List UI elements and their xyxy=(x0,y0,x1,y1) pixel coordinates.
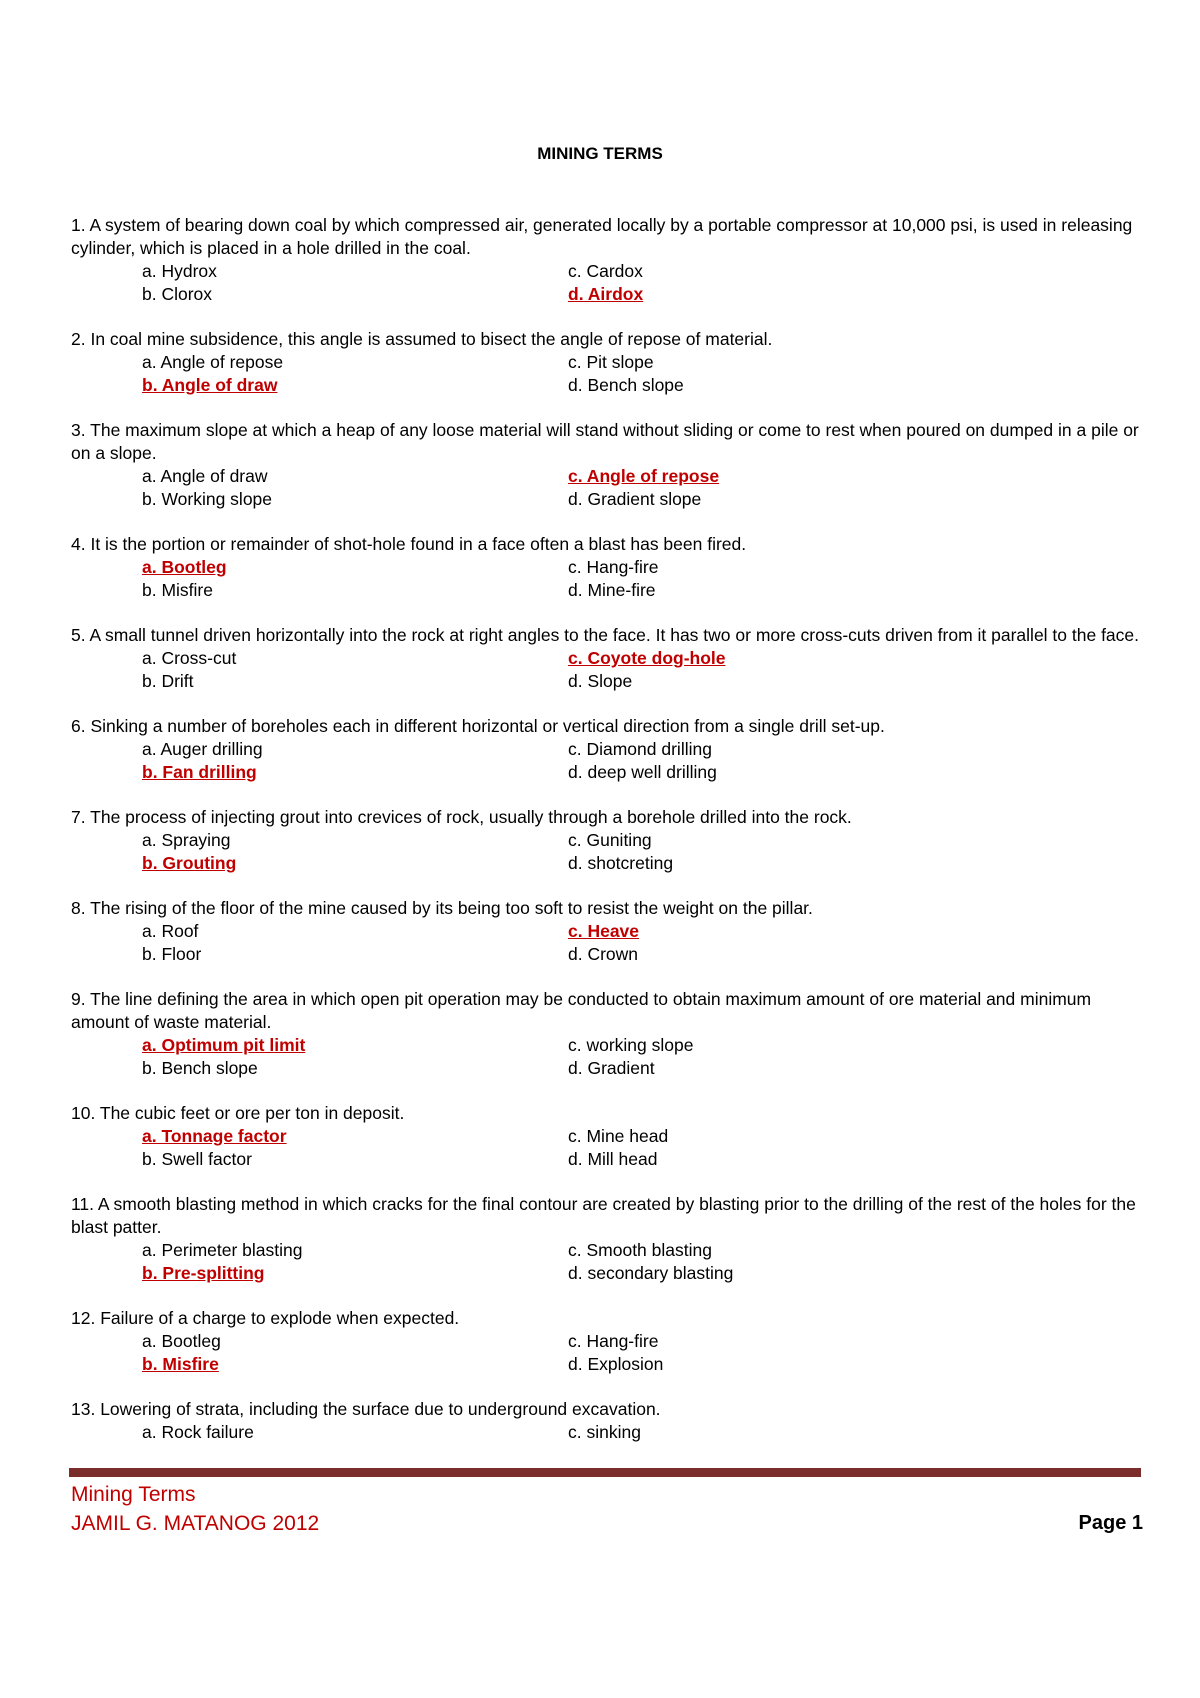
correct-answer-option: a. Bootleg xyxy=(142,557,227,577)
question-text: 2. In coal mine subsidence, this angle is assumed to bisect the angle of repose of material. xyxy=(71,329,773,349)
answer-option: d. Slope xyxy=(568,671,633,691)
correct-answer-option: b. Angle of draw xyxy=(142,375,278,395)
answer-option: c. Diamond drilling xyxy=(568,739,712,759)
option-row xyxy=(71,1057,1143,1080)
answer-option: b. Drift xyxy=(142,671,194,691)
question-item xyxy=(71,897,1143,966)
question-text: 10. The cubic feet or ore per ton in deposit. xyxy=(71,1103,405,1123)
answer-option: c. Cardox xyxy=(568,261,643,281)
correct-answer-option: c. Angle of repose xyxy=(568,466,720,486)
answer-option: d. Gradient slope xyxy=(568,489,702,509)
question-item xyxy=(71,533,1143,602)
question-text: 1. A system of bearing down coal by which compressed air, generated locally by a portable compressor at 10,000 psi, is used in releasing cylinder, which is placed in a hole drilled in the coal. xyxy=(71,215,1133,258)
answer-option: a. Roof xyxy=(142,921,199,941)
correct-answer-option: b. Pre-splitting xyxy=(142,1263,265,1283)
option-row xyxy=(71,1148,1143,1171)
question-item xyxy=(71,1398,1143,1444)
question-text: 5. A small tunnel driven horizontally into the rock at right angles to the face. It has two or more cross-cuts driven from it parallel to the face. xyxy=(71,625,1140,645)
option-row xyxy=(71,579,1143,602)
option-row xyxy=(71,488,1143,511)
option-row xyxy=(71,1330,1143,1353)
option-row xyxy=(71,374,1143,397)
option-row xyxy=(71,920,1143,943)
answer-option: b. Bench slope xyxy=(142,1058,258,1078)
option-row xyxy=(71,1353,1143,1376)
option-row xyxy=(71,556,1143,579)
question-item xyxy=(71,1307,1143,1376)
question-item xyxy=(71,1102,1143,1171)
question-item xyxy=(71,1193,1143,1285)
question-item xyxy=(71,328,1143,397)
answer-option: a. Hydrox xyxy=(142,261,217,281)
option-row xyxy=(71,1239,1143,1262)
answer-option: a. Rock failure xyxy=(142,1422,254,1442)
option-row xyxy=(71,738,1143,761)
option-row xyxy=(71,260,1143,283)
correct-answer-option: c. Coyote dog-hole xyxy=(568,648,726,668)
question-text: 7. The process of injecting grout into crevices of rock, usually through a borehole drilled into the rock. xyxy=(71,807,852,827)
option-row xyxy=(71,1034,1143,1057)
correct-answer-option: c. Heave xyxy=(568,921,640,941)
document-title: MINING TERMS xyxy=(537,144,663,163)
question-item xyxy=(71,624,1143,693)
answer-option: d. Bench slope xyxy=(568,375,684,395)
answer-option: b. Misfire xyxy=(142,580,213,600)
footer-title: Mining Terms xyxy=(71,1483,196,1506)
question-text: 12. Failure of a charge to explode when expected. xyxy=(71,1308,460,1328)
answer-option: c. Guniting xyxy=(568,830,652,850)
answer-option: a. Bootleg xyxy=(142,1331,221,1351)
question-text: 4. It is the portion or remainder of shot-hole found in a face often a blast has been fired. xyxy=(71,534,747,554)
answer-option: c. Hang-fire xyxy=(568,1331,659,1351)
option-row xyxy=(71,1262,1143,1285)
correct-answer-option: d. Airdox xyxy=(568,284,644,304)
option-row xyxy=(71,943,1143,966)
answer-option: d. Crown xyxy=(568,944,639,964)
correct-answer-option: b. Misfire xyxy=(142,1354,219,1374)
answer-option: d. Gradient xyxy=(568,1058,655,1078)
question-text: 6. Sinking a number of boreholes each in different horizontal or vertical direction from a single drill set-up. xyxy=(71,716,885,736)
question-text: 8. The rising of the floor of the mine caused by its being too soft to resist the weight on the pillar. xyxy=(71,898,813,918)
correct-answer-option: b. Grouting xyxy=(142,853,237,873)
question-text: 9. The line defining the area in which open pit operation may be conducted to obtain maximum amount of ore material and minimum amount of waste material. xyxy=(71,989,1092,1032)
option-row xyxy=(71,351,1143,374)
answer-option: a. Angle of draw xyxy=(142,466,268,486)
question-item xyxy=(71,988,1143,1080)
answer-option: d. deep well drilling xyxy=(568,762,717,782)
answer-option: a. Perimeter blasting xyxy=(142,1240,303,1260)
page-number: Page 1 xyxy=(1078,1512,1143,1534)
answer-option: d. secondary blasting xyxy=(568,1263,734,1283)
answer-option: d. Mine-fire xyxy=(568,580,656,600)
option-row xyxy=(71,761,1143,784)
question-item xyxy=(71,419,1143,511)
option-row xyxy=(71,283,1143,306)
option-row xyxy=(71,465,1143,488)
answer-option: c. sinking xyxy=(568,1422,641,1442)
answer-option: b. Swell factor xyxy=(142,1149,252,1169)
answer-option: d. shotcreting xyxy=(568,853,674,873)
footer-divider xyxy=(69,1468,1141,1477)
option-row xyxy=(71,1421,1143,1444)
answer-option: d. Explosion xyxy=(568,1354,664,1374)
answer-option: a. Spraying xyxy=(142,830,231,850)
answer-option: c. Smooth blasting xyxy=(568,1240,712,1260)
question-item xyxy=(71,806,1143,875)
answer-option: a. Angle of repose xyxy=(142,352,284,372)
question-text: 13. Lowering of strata, including the surface due to underground excavation. xyxy=(71,1399,661,1419)
answer-option: d. Mill head xyxy=(568,1149,658,1169)
correct-answer-option: a. Optimum pit limit xyxy=(142,1035,306,1055)
option-row xyxy=(71,670,1143,693)
answer-option: c. Mine head xyxy=(568,1126,669,1146)
correct-answer-option: b. Fan drilling xyxy=(142,762,257,782)
question-text: 11. A smooth blasting method in which cracks for the final contour are created by blasting prior to the drilling of the rest of the holes for the blast patter. xyxy=(71,1194,1136,1237)
question-text: 3. The maximum slope at which a heap of any loose material will stand without sliding or come to rest when poured on dumped in a pile or on a slope. xyxy=(71,420,1139,463)
option-row xyxy=(71,829,1143,852)
answer-option: c. Hang-fire xyxy=(568,557,659,577)
answer-option: a. Auger drilling xyxy=(142,739,263,759)
correct-answer-option: a. Tonnage factor xyxy=(142,1126,287,1146)
option-row xyxy=(71,647,1143,670)
question-item xyxy=(71,715,1143,784)
option-row xyxy=(71,1125,1143,1148)
question-list xyxy=(71,214,1143,1466)
option-row xyxy=(71,852,1143,875)
answer-option: c. working slope xyxy=(568,1035,694,1055)
answer-option: c. Pit slope xyxy=(568,352,654,372)
footer-author: JAMIL G. MATANOG 2012 xyxy=(71,1512,320,1535)
question-item xyxy=(71,214,1143,306)
answer-option: a. Cross-cut xyxy=(142,648,237,668)
answer-option: b. Working slope xyxy=(142,489,273,509)
answer-option: b. Floor xyxy=(142,944,202,964)
answer-option: b. Clorox xyxy=(142,284,213,304)
